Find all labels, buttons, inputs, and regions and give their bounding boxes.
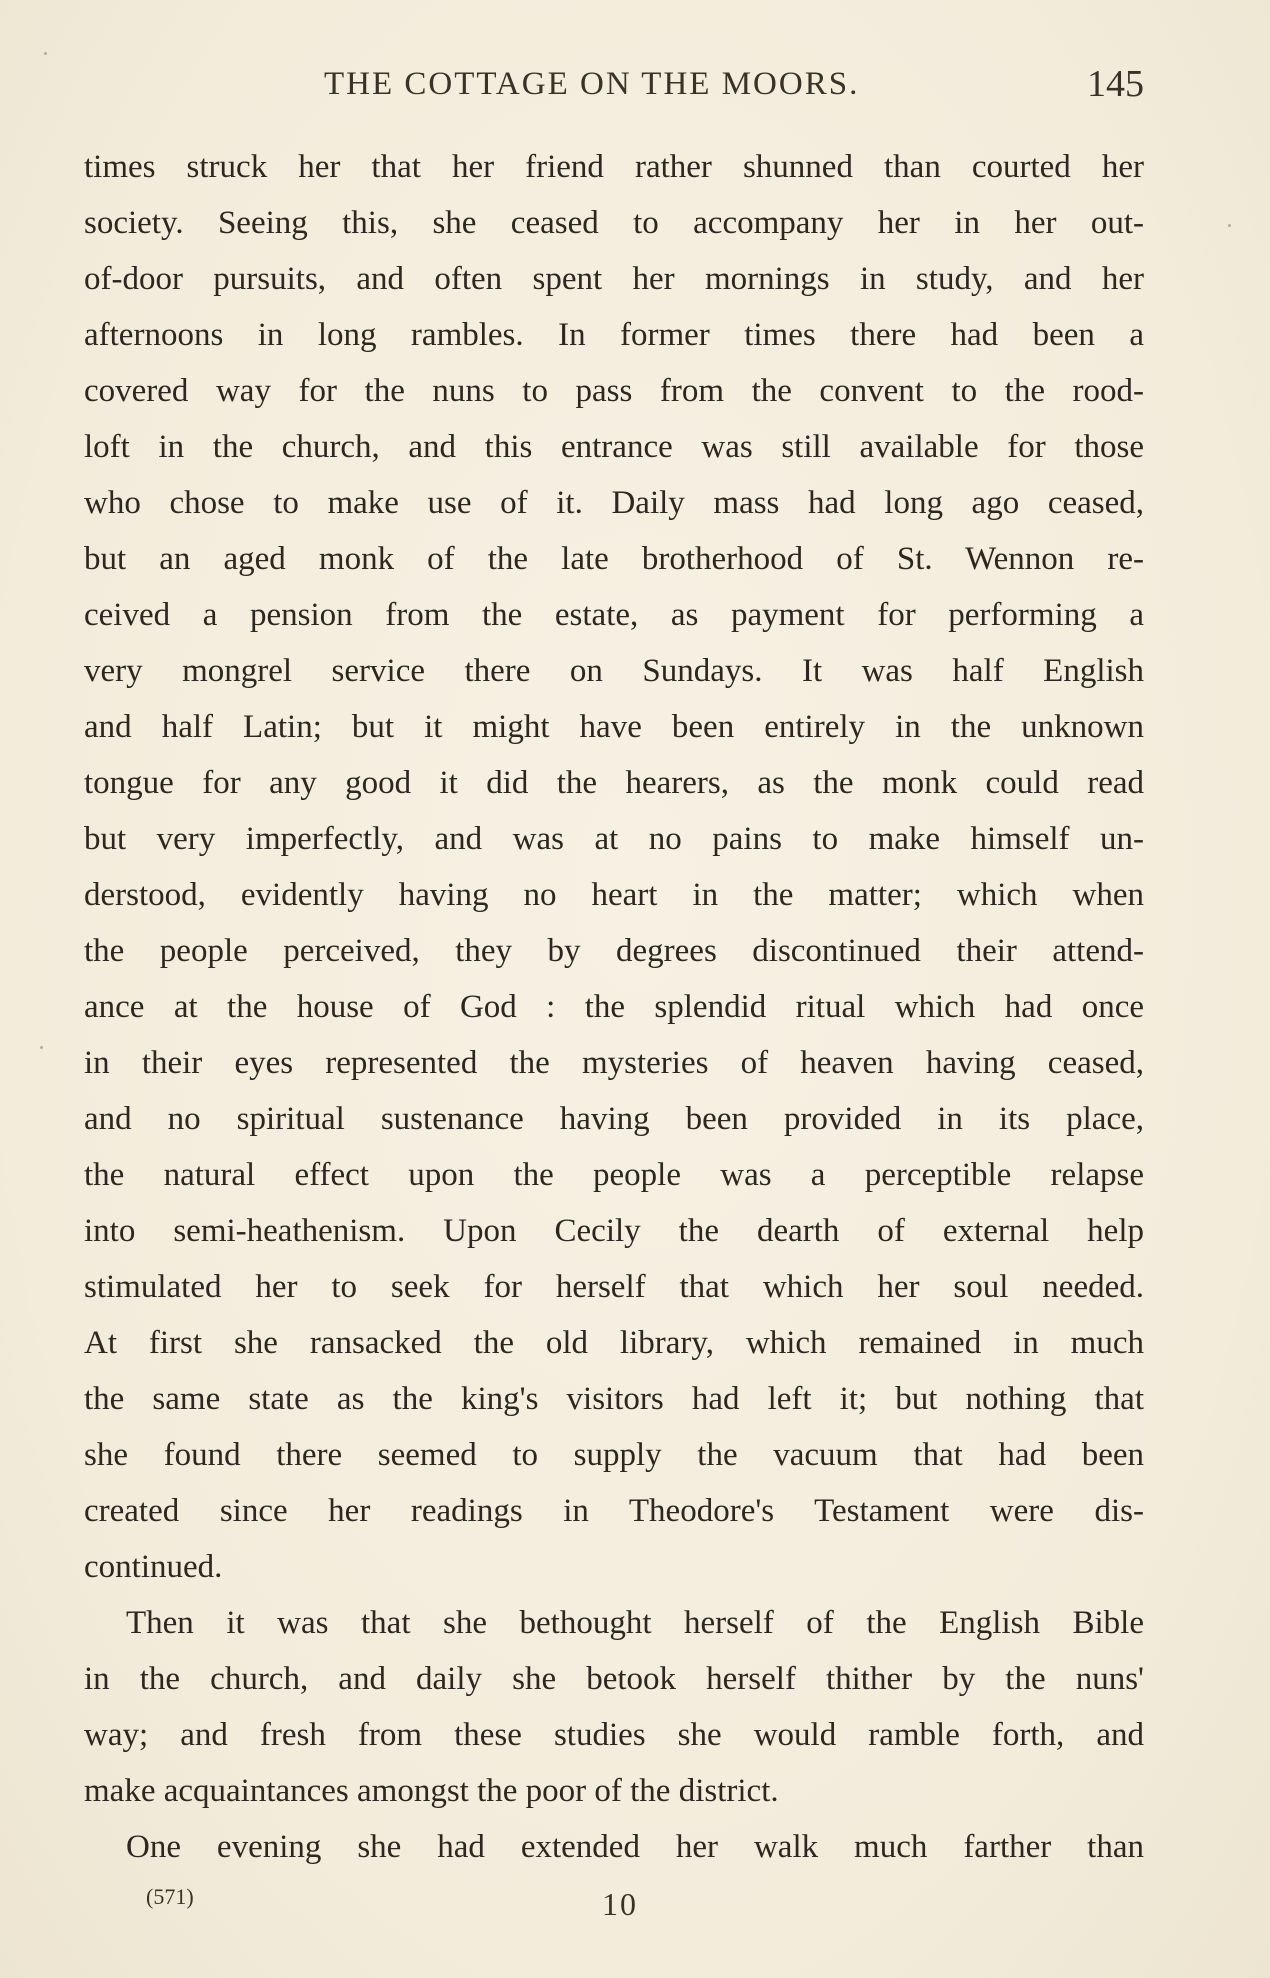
text-line: covered way for the nuns to pass from the convent to the rood- [84,373,1144,409]
text-line: very mongrel service there on Sundays. It was half English [84,653,1144,689]
paragraph [84,139,1144,1595]
text-line: One evening she had extended her walk much farther than [126,1829,1144,1865]
page-footer [84,1880,1144,1940]
text-line: in their eyes represented the mysteries of heaven having ceased, [84,1045,1144,1081]
paper-speck [44,52,47,55]
text-line: loft in the church, and this entrance was still available for those [84,429,1144,465]
running-head [84,62,1144,112]
text-line: into semi-heathenism. Upon Cecily the dearth of external help [84,1213,1144,1249]
text-line: make acquaintances amongst the poor of the district. [84,1773,779,1809]
paragraph [84,1595,1144,1819]
running-title: THE COTTAGE ON THE MOORS. [324,66,860,102]
text-line: way; and fresh from these studies she would ramble forth, and [84,1717,1144,1753]
paper-speck [1228,224,1231,227]
text-line: afternoons in long rambles. In former times there had been a [84,317,1144,353]
text-line: the same state as the king's visitors had left it; but nothing that [84,1381,1144,1417]
text-line: the people perceived, they by degrees discontinued their attend- [84,933,1144,969]
paragraph [84,1819,1144,1875]
signature-mark: (571) [146,1884,194,1909]
text-line: the natural effect upon the people was a perceptible relapse [84,1157,1144,1193]
text-line: of-door pursuits, and often spent her mornings in study, and her [84,261,1144,297]
text-line: but an aged monk of the late brotherhood of St. Wennon re- [84,541,1144,577]
page-number: 145 [1087,63,1144,105]
paper-speck [40,1046,43,1049]
text-line: society. Seeing this, she ceased to accompany her in her out- [84,205,1144,241]
body-text [84,139,1144,1875]
text-line: derstood, evidently having no heart in the matter; which when [84,877,1144,913]
text-line: stimulated her to seek for herself that which her soul needed. [84,1269,1144,1305]
text-line: she found there seemed to supply the vacuum that had been [84,1437,1144,1473]
text-line: tongue for any good it did the hearers, as the monk could read [84,765,1144,801]
text-line: created since her readings in Theodore's Testament were dis- [84,1493,1144,1529]
text-line: and half Latin; but it might have been entirely in the unknown [84,709,1144,745]
text-line: who chose to make use of it. Daily mass had long ago ceased, [84,485,1144,521]
text-line: Then it was that she bethought herself of the English Bible [126,1605,1144,1641]
text-line: At first she ransacked the old library, which remained in much [84,1325,1144,1361]
text-line: times struck her that her friend rather shunned than courted her [84,149,1144,185]
signature-folio: 10 [602,1886,638,1922]
text-line: ance at the house of God : the splendid ritual which had once [84,989,1144,1025]
text-line: ceived a pension from the estate, as payment for performing a [84,597,1144,633]
text-line: and no spiritual sustenance having been provided in its place, [84,1101,1144,1137]
text-line: continued. [84,1549,223,1585]
text-line: in the church, and daily she betook herself thither by the nuns' [84,1661,1144,1697]
text-line: but very imperfectly, and was at no pains to make himself un- [84,821,1144,857]
